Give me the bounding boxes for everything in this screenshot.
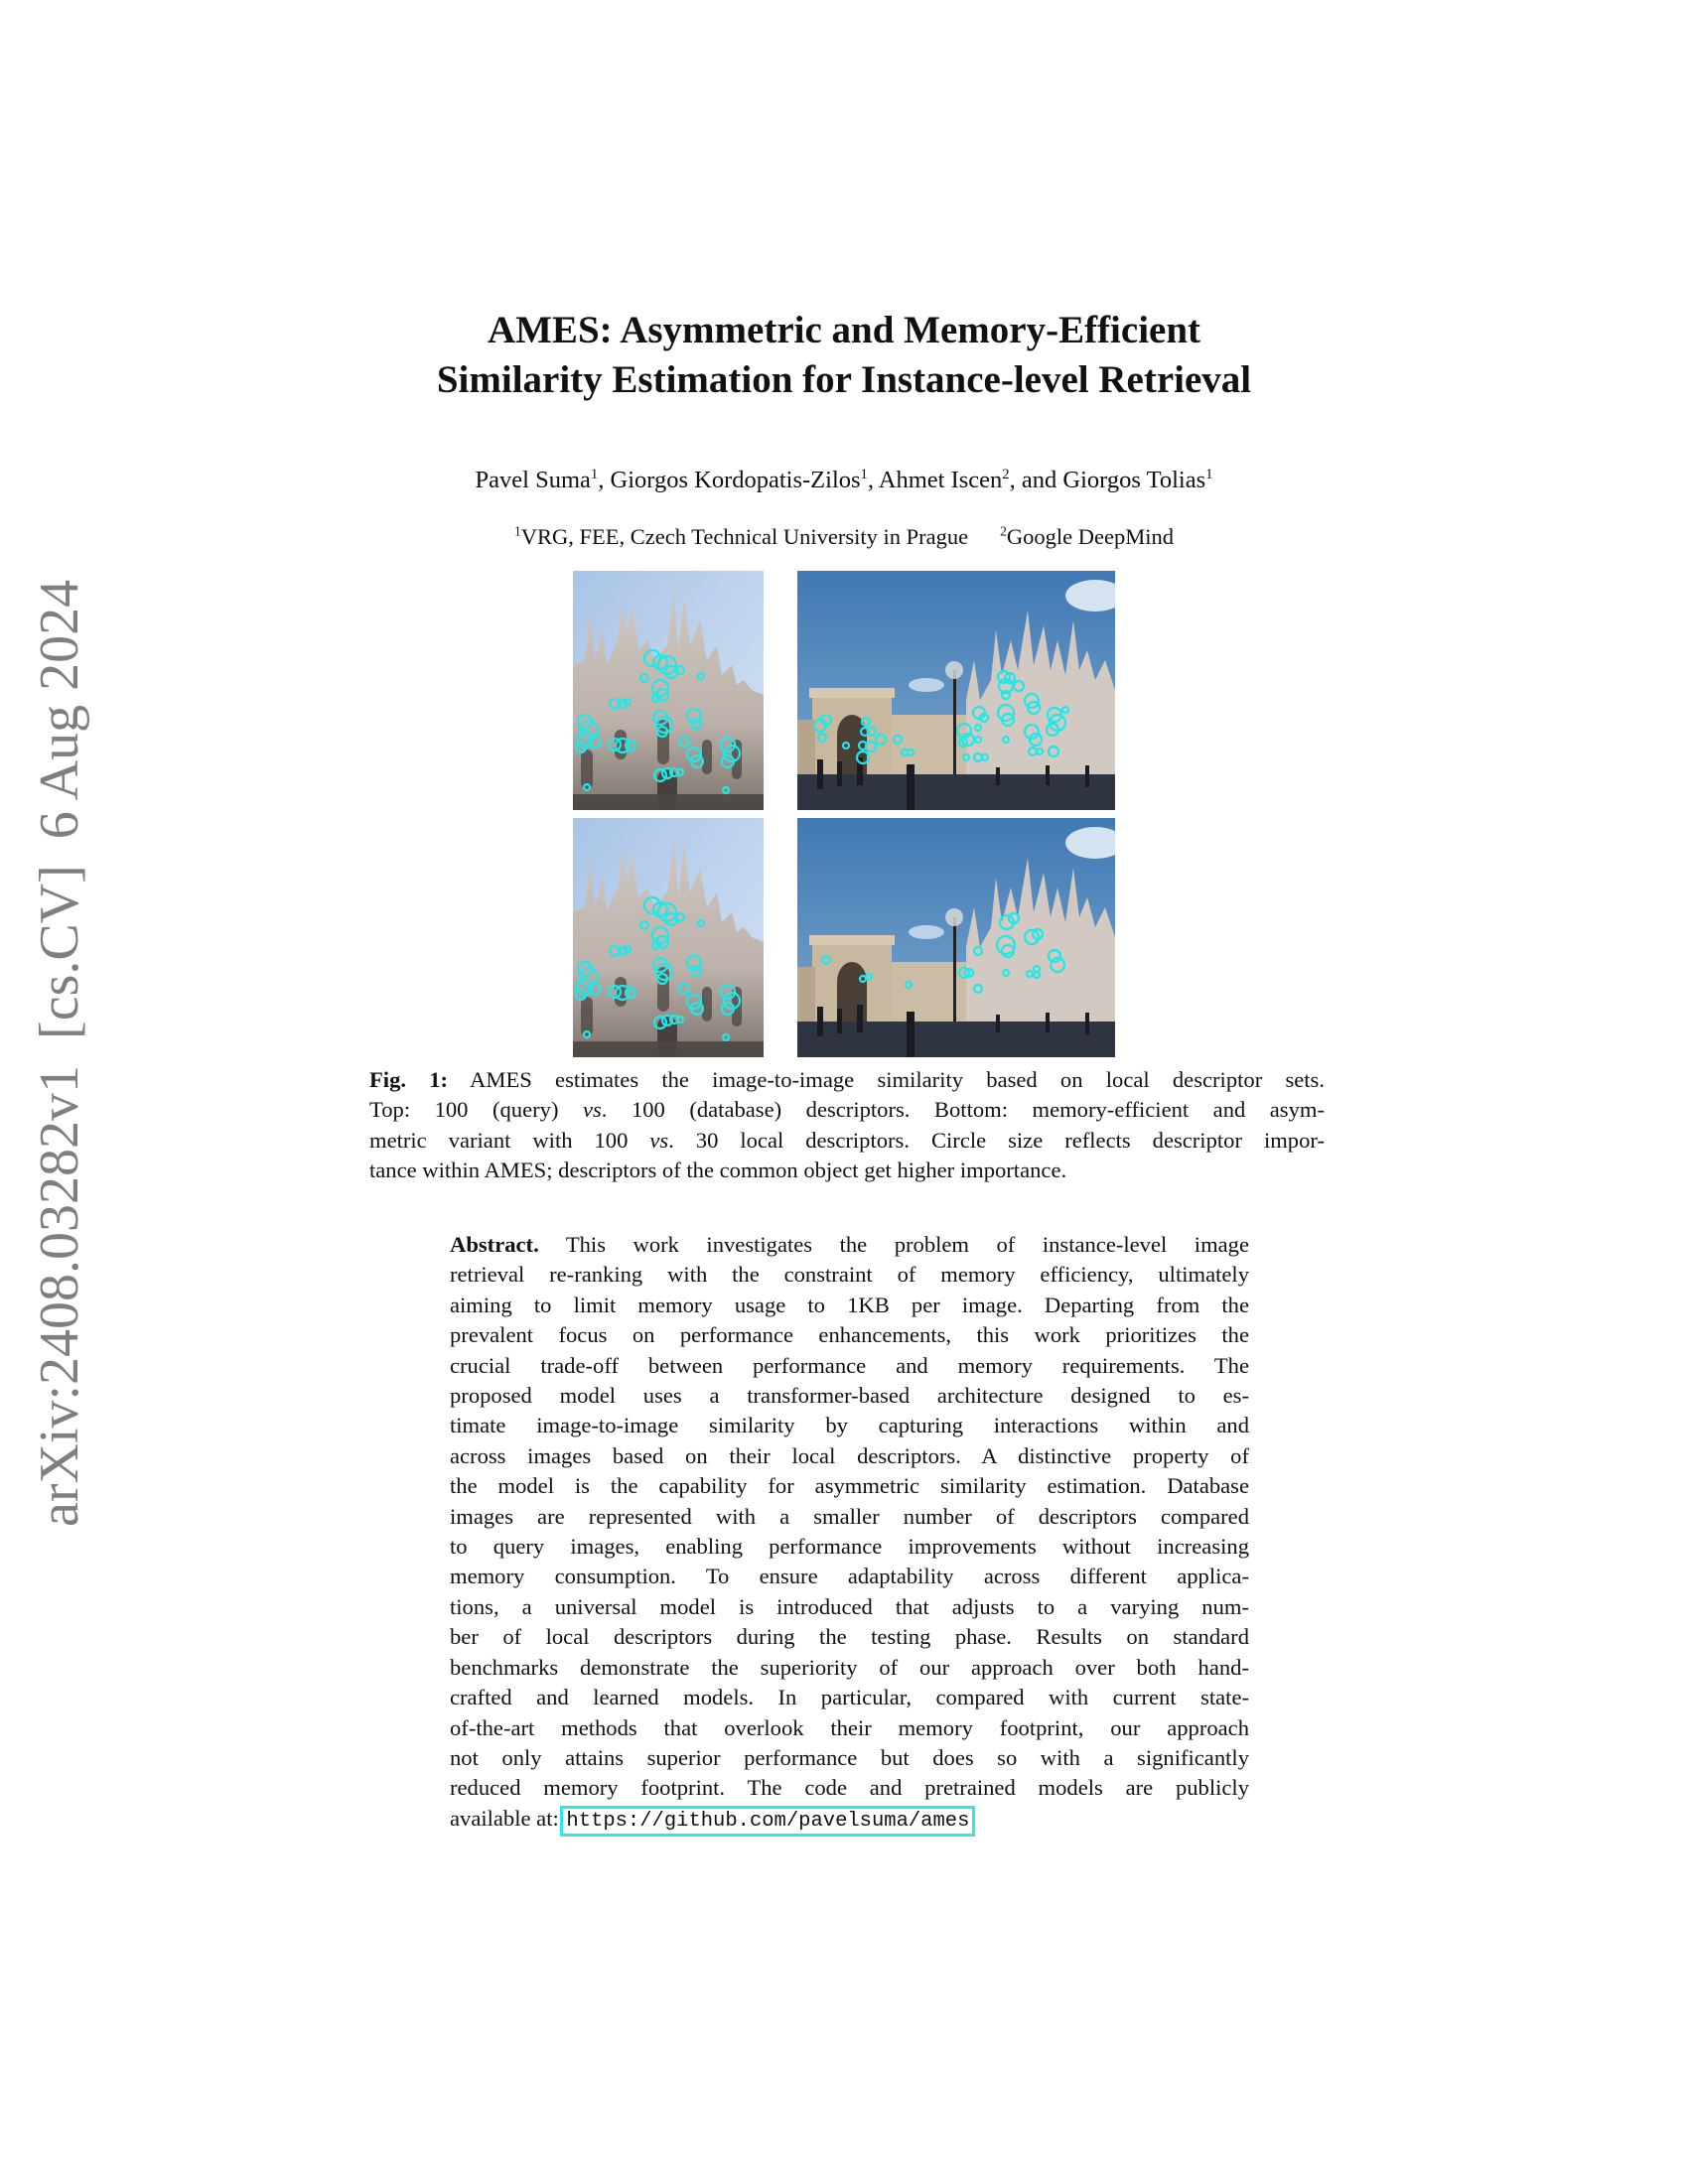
paper-title <box>367 306 1321 405</box>
arxiv-category: [cs.CV] <box>29 865 90 1039</box>
abstract-line: aiming to limit memory usage to 1KB per image. Departing from the <box>450 1292 1249 1317</box>
affiliation: $^1$VRG, FEE, Czech Technical University in Prague <box>513 523 969 549</box>
author-list <box>367 467 1321 494</box>
abstract-line: benchmarks demonstrate the superiority of our approach over both hand- <box>450 1654 1249 1680</box>
abstract-line: of-the-art methods that overlook their memory footprint, our approach <box>450 1714 1249 1740</box>
abstract-label: Abstract. <box>450 1232 539 1257</box>
caption-label: Fig. 1: <box>369 1067 449 1092</box>
figure-image-database-bottom <box>797 818 1115 1057</box>
title-line-2: Similarity Estimation for Instance-level Retrieval <box>436 358 1252 401</box>
abstract-line: the model is the capability for asymmetric similarity estimation. Database <box>450 1473 1249 1499</box>
abstract-line: not only attains superior performance but does so with a significantly <box>450 1744 1249 1770</box>
abstract-line: memory consumption. To ensure adaptability across different applica- <box>450 1564 1249 1589</box>
author: Pavel Suma$^1$, <box>475 466 611 493</box>
figure-caption <box>369 1065 1325 1186</box>
abstract-line: across images based on their local descriptors. A distinctive property of <box>450 1442 1249 1468</box>
abstract-line: available at: https://github.com/pavelsuma/ames <box>450 1805 970 1833</box>
abstract-line: to query images, enabling performance improvements without increasing <box>450 1534 1249 1560</box>
abstract-line: crucial trade-off between performance and memory requirements. The <box>450 1352 1249 1378</box>
abstract-line: images are represented with a smaller number of descriptors compared <box>450 1503 1249 1529</box>
author: Giorgos Tolias$^1$ <box>1062 466 1213 493</box>
abstract-line: crafted and learned models. In particular, compared with current state- <box>450 1685 1249 1710</box>
affiliation: $^2$Google DeepMind <box>1000 523 1174 549</box>
author: Giorgos Kordopatis-Zilos$^1$, <box>610 466 879 493</box>
caption-line: metric variant with 100 vs. 30 local descriptors. Circle size reflects descriptor impor- <box>369 1127 1325 1153</box>
caption-line: tance within AMES; descriptors of the common object get higher importance. <box>369 1158 1067 1183</box>
abstract-line: prevalent focus on performance enhancements, this work prioritizes the <box>450 1322 1249 1348</box>
abstract-line: ber of local descriptors during the testing phase. Results on standard <box>450 1624 1249 1650</box>
abstract-line: proposed model uses a transformer-based architecture designed to es- <box>450 1383 1249 1409</box>
abstract <box>450 1230 1249 1837</box>
abstract-line: tions, a universal model is introduced that adjusts to a varying num- <box>450 1593 1249 1619</box>
figure-image-database-top <box>797 571 1115 810</box>
arxiv-stamp <box>28 580 91 1527</box>
caption-line: Top: 100 (query) vs. 100 (database) descriptors. Bottom: memory-efficient and asym- <box>369 1097 1325 1123</box>
title-line-1: AMES: Asymmetric and Memory-Efficient <box>487 309 1201 351</box>
figure-image-query-bottom <box>573 818 764 1057</box>
abstract-line: timate image-to-image similarity by capturing interactions within and <box>450 1413 1249 1438</box>
code-repository-link[interactable]: https://github.com/pavelsuma/ames <box>566 1809 970 1833</box>
arxiv-id: arXiv:2408.03282v1 <box>29 1064 90 1527</box>
caption-line: Fig. 1: AMES estimates the image-to-image similarity based on local descriptor sets. <box>369 1067 1325 1092</box>
author: Ahmet Iscen$^2$, and <box>878 466 1063 493</box>
affiliations <box>367 524 1321 550</box>
abstract-line: reduced memory footprint. The code and pretrained models are publicly <box>450 1775 1249 1801</box>
arxiv-date: 6 Aug 2024 <box>29 579 90 840</box>
abstract-line: Abstract. This work investigates the problem of instance-level image <box>450 1232 1249 1257</box>
abstract-line: retrieval re-ranking with the constraint of memory efficiency, ultimately <box>450 1262 1249 1288</box>
figure-image-query-top <box>573 571 764 810</box>
